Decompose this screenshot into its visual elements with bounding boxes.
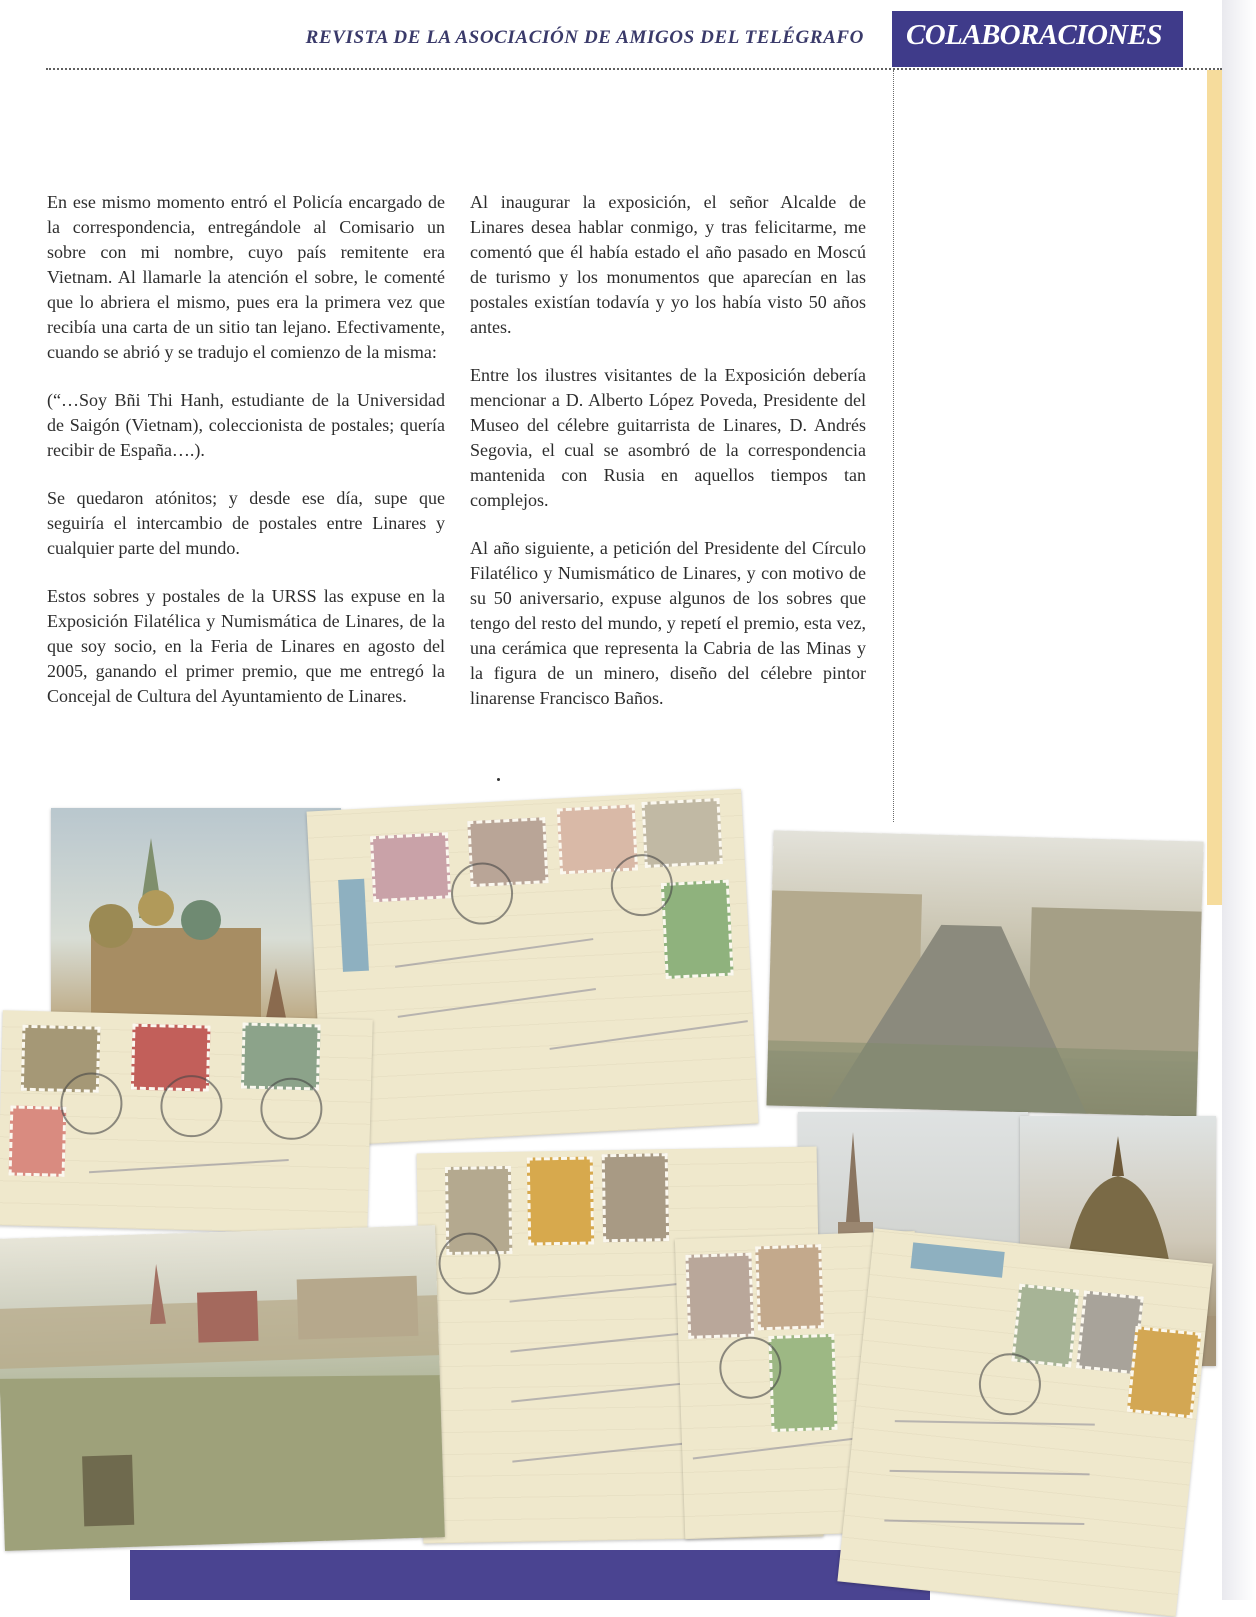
page-edge-shadow xyxy=(1222,0,1256,1600)
header-divider xyxy=(46,68,1222,70)
paragraph: (“…Soy Bñi Thi Hanh, estudiante de la Universidad de Saigón (Vietnam), coleccionista de postales; quería recibir de España….). xyxy=(47,390,445,460)
paragraph: Entre los ilustres visitantes de la Exposición debería mencionar a D. Alberto López Poveda, Presidente del Museo del célebre guitarrista de Linares, D. Andrés Segovia, el cual se asombró de la correspondencia mantenida con Rusia en aquellos tiempos tan complejos. xyxy=(470,365,866,510)
stamp xyxy=(9,1105,67,1176)
airmail-label xyxy=(338,879,369,972)
handwritten-address xyxy=(395,938,593,968)
airmail-label xyxy=(911,1242,1005,1277)
margin-strip xyxy=(1207,70,1222,905)
stamp xyxy=(370,832,451,902)
stamp xyxy=(685,1253,754,1339)
stamp xyxy=(602,1153,670,1242)
envelope-postmarked xyxy=(0,1010,373,1235)
column-divider xyxy=(893,70,894,822)
handwritten-address xyxy=(890,1470,1090,1475)
stamp xyxy=(1127,1326,1202,1418)
stamp xyxy=(527,1156,595,1245)
postmark xyxy=(160,1074,224,1138)
handwritten-address xyxy=(550,1020,748,1050)
postmark xyxy=(438,1232,501,1295)
handwritten-address xyxy=(398,988,596,1018)
article-column-right xyxy=(470,190,866,734)
paragraph: Se quedaron atónitos; y desde ese día, supe que seguiría el intercambio de postales entre Linares y cualquier parte del mundo. xyxy=(47,488,445,558)
stamp xyxy=(768,1334,837,1432)
magazine-title: REVISTA DE LA ASOCIACIÓN DE AMIGOS DEL TELÉGRAFO xyxy=(305,27,864,48)
paragraph: Estos sobres y postales de la URSS las expuse en la Exposición Filatélica y Numismática de Linares, de la que soy socio, en la Feria de Linares en agosto del 2005, ganando el primer premio, que me entregó la Concejal de Cultura del Ayuntamiento de Linares. xyxy=(47,586,445,706)
stamp xyxy=(755,1244,824,1330)
section-label: COLABORACIONES xyxy=(906,19,1162,51)
stamp xyxy=(661,880,734,979)
paragraph: Al inaugurar la exposición, el señor Alcalde de Linares desea hablar conmigo, y tras felicitarme, me comentó que él había estado el año pasado en Moscú de turismo y los monumentos que aparecían en las postales existían todavía y yo los había visto 50 años antes. xyxy=(470,192,866,337)
envelope-airmail-russia xyxy=(837,1228,1212,1617)
postcard-red-square xyxy=(0,1225,445,1551)
envelope-airmail xyxy=(307,789,759,1146)
handwritten-address xyxy=(884,1520,1084,1525)
stray-mark xyxy=(497,778,500,781)
handwritten-address xyxy=(89,1159,289,1173)
paragraph: Al año siguiente, a petición del Presidente del Círculo Filatélico y Numismático de Linares, y con motivo de su 50 aniversario, expuse algunos de los sobres que tengo del resto del mundo, y repetí el premio, esta vez, una cerámica que representa la Cabria de las Minas y la figura de un minero, diseño del célebre pintor linarense Francisco Baños. xyxy=(470,538,866,708)
paragraph: En ese mismo momento entró el Policía encargado de la correspondencia, entregándole al Comisario un sobre con mi nombre, cuyo país remitente era Vietnam. Al llamarle la atención el sobre, le comenté que lo abriera el mismo, pues era la primera vez que recibía una carta de un sitio tan lejano. Efectivamente, cuando se abrió y se tradujo el comienzo de la misma: xyxy=(47,192,445,362)
footer-band xyxy=(130,1550,930,1600)
postcard-moscow-avenue xyxy=(766,830,1203,1116)
postmark xyxy=(60,1072,124,1136)
postcard-st-basils-cathedral xyxy=(51,808,341,1046)
postmark xyxy=(260,1077,324,1141)
article-column-left xyxy=(47,190,445,732)
handwritten-address xyxy=(895,1420,1095,1425)
